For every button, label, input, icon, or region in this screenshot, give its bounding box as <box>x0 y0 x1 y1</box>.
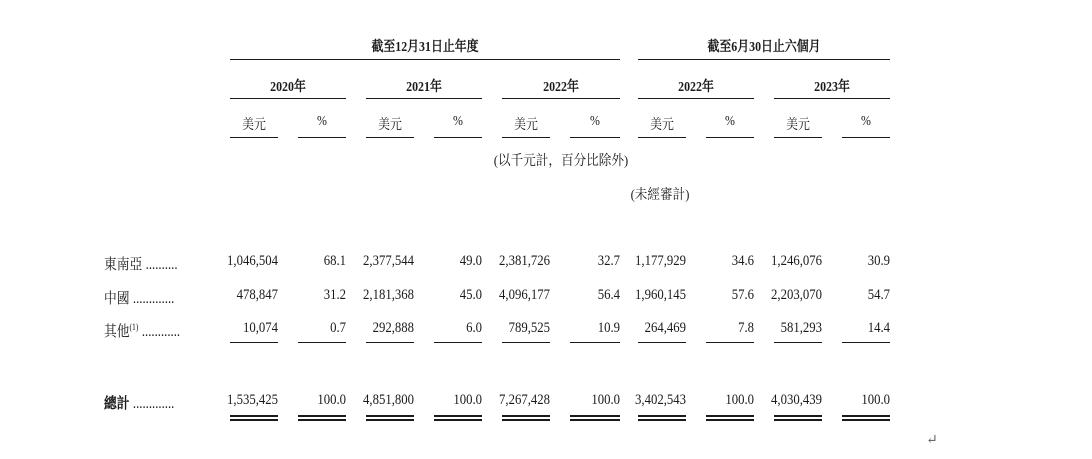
table-cell: 57.6 <box>731 287 754 303</box>
row-label <box>104 287 174 308</box>
total-double-rule-9 <box>774 415 822 421</box>
table-cell: 789,525 <box>508 320 550 336</box>
total-label-text: 總計 <box>104 396 130 412</box>
year-header-2020: 2020年 <box>270 80 306 95</box>
row-label <box>104 320 180 341</box>
unaudited-note: (未經審計) <box>630 188 690 203</box>
header-group-fiscal-year: 截至12月31日止年度 <box>371 40 479 55</box>
subtotal-rule-10 <box>842 342 890 343</box>
total-cell: 4,851,800 <box>363 392 414 408</box>
total-cell: 4,030,439 <box>771 392 822 408</box>
table-cell: 4,096,177 <box>499 287 550 303</box>
table-cell: 30.9 <box>867 253 890 269</box>
header-group-six-months-rule <box>638 59 890 60</box>
table-cell: 31.2 <box>323 287 346 303</box>
year-rule-2023-h1 <box>774 98 890 99</box>
table-cell: 6.0 <box>466 320 482 336</box>
table-cell: 1,177,929 <box>635 253 686 269</box>
table-cell: 1,246,076 <box>771 253 822 269</box>
year-header-2022-fy: 2022年 <box>543 80 579 95</box>
table-cell: 264,469 <box>644 320 686 336</box>
return-mark-icon: ↵ <box>926 433 938 448</box>
table-cell: 54.7 <box>867 287 890 303</box>
total-cell: 1,535,425 <box>227 392 278 408</box>
leader-dots: ............. <box>132 396 175 412</box>
table-cell: 581,293 <box>780 320 822 336</box>
total-cell: 100.0 <box>453 392 482 408</box>
year-header-2023-h1: 2023年 <box>814 80 850 95</box>
header-group-six-months: 截至6月30日止六個月 <box>707 40 821 55</box>
total-cell: 3,402,543 <box>635 392 686 408</box>
table-cell: 68.1 <box>323 253 346 269</box>
total-double-rule-8 <box>706 415 754 421</box>
total-double-rule-3 <box>366 415 414 421</box>
col-pct-2020-rule <box>298 137 346 138</box>
leader-dots: ............. <box>132 291 175 307</box>
leader-dots: .......... <box>145 257 178 273</box>
col-pct-2023-h1: % <box>861 114 871 129</box>
table-cell: 49.0 <box>459 253 482 269</box>
total-cell: 7,267,428 <box>499 392 550 408</box>
subtotal-rule-2 <box>298 342 346 343</box>
col-usd-2021: 美元 <box>378 118 402 133</box>
year-header-2021: 2021年 <box>406 80 442 95</box>
col-usd-2022-fy-rule <box>502 137 550 138</box>
col-usd-2022-h1-rule <box>638 137 686 138</box>
table-cell: 32.7 <box>597 253 620 269</box>
col-pct-2022-fy: % <box>590 114 600 129</box>
total-double-rule-1 <box>230 415 278 421</box>
subtotal-rule-6 <box>570 342 620 343</box>
col-usd-2020-rule <box>230 137 278 138</box>
row-label-text: 其他 <box>104 324 130 340</box>
col-usd-2021-rule <box>366 137 414 138</box>
year-rule-2021 <box>366 98 482 99</box>
year-rule-2020 <box>230 98 346 99</box>
table-cell: 2,377,544 <box>363 253 414 269</box>
col-usd-2023-h1: 美元 <box>786 118 810 133</box>
subtotal-rule-3 <box>366 342 414 343</box>
total-double-rule-5 <box>502 415 550 421</box>
table-cell: 292,888 <box>372 320 414 336</box>
table-cell: 478,847 <box>236 287 278 303</box>
col-pct-2023-h1-rule <box>842 137 890 138</box>
table-cell: 2,181,368 <box>363 287 414 303</box>
row-label-text: 中國 <box>104 291 130 307</box>
col-pct-2021: % <box>453 114 463 129</box>
table-cell: 10,074 <box>242 320 278 336</box>
total-cell: 100.0 <box>725 392 754 408</box>
table-cell: 10.9 <box>597 320 620 336</box>
total-double-rule-7 <box>638 415 686 421</box>
col-pct-2020: % <box>317 114 327 129</box>
units-note: (以千元計，百分比除外) <box>493 154 629 169</box>
table-cell: 2,203,070 <box>771 287 822 303</box>
col-usd-2022-h1: 美元 <box>650 118 674 133</box>
table-cell: 1,046,504 <box>227 253 278 269</box>
subtotal-rule-8 <box>706 342 754 343</box>
table-cell: 14.4 <box>867 320 890 336</box>
col-pct-2021-rule <box>434 137 482 138</box>
table-cell: 56.4 <box>597 287 620 303</box>
total-double-rule-4 <box>434 415 482 421</box>
col-pct-2022-h1: % <box>725 114 735 129</box>
col-usd-2020: 美元 <box>242 118 266 133</box>
total-double-rule-10 <box>842 415 890 421</box>
table-cell: 7.8 <box>738 320 754 336</box>
header-group-fiscal-year-rule <box>230 59 620 60</box>
subtotal-rule-1 <box>230 342 278 343</box>
total-cell: 100.0 <box>861 392 890 408</box>
total-double-rule-6 <box>570 415 620 421</box>
row-label <box>104 253 178 274</box>
total-row-label <box>104 392 174 413</box>
table-cell: 0.7 <box>330 320 346 336</box>
year-rule-2022-fy <box>502 98 620 99</box>
subtotal-rule-7 <box>638 342 686 343</box>
year-header-2022-h1: 2022年 <box>678 80 714 95</box>
subtotal-rule-5 <box>502 342 550 343</box>
table-cell: 2,381,726 <box>499 253 550 269</box>
total-cell: 100.0 <box>591 392 620 408</box>
subtotal-rule-9 <box>774 342 822 343</box>
leader-dots: ............ <box>141 324 181 340</box>
table-cell: 45.0 <box>459 287 482 303</box>
footnote-marker: (1) <box>129 322 139 332</box>
col-usd-2023-h1-rule <box>774 137 822 138</box>
year-rule-2022-h1 <box>638 98 754 99</box>
subtotal-rule-4 <box>434 342 482 343</box>
total-cell: 100.0 <box>317 392 346 408</box>
row-label-text: 東南亞 <box>104 257 143 273</box>
table-cell: 1,960,145 <box>635 287 686 303</box>
col-pct-2022-h1-rule <box>706 137 754 138</box>
col-usd-2022-fy: 美元 <box>514 118 538 133</box>
total-double-rule-2 <box>298 415 346 421</box>
table-cell: 34.6 <box>731 253 754 269</box>
col-pct-2022-fy-rule <box>570 137 620 138</box>
